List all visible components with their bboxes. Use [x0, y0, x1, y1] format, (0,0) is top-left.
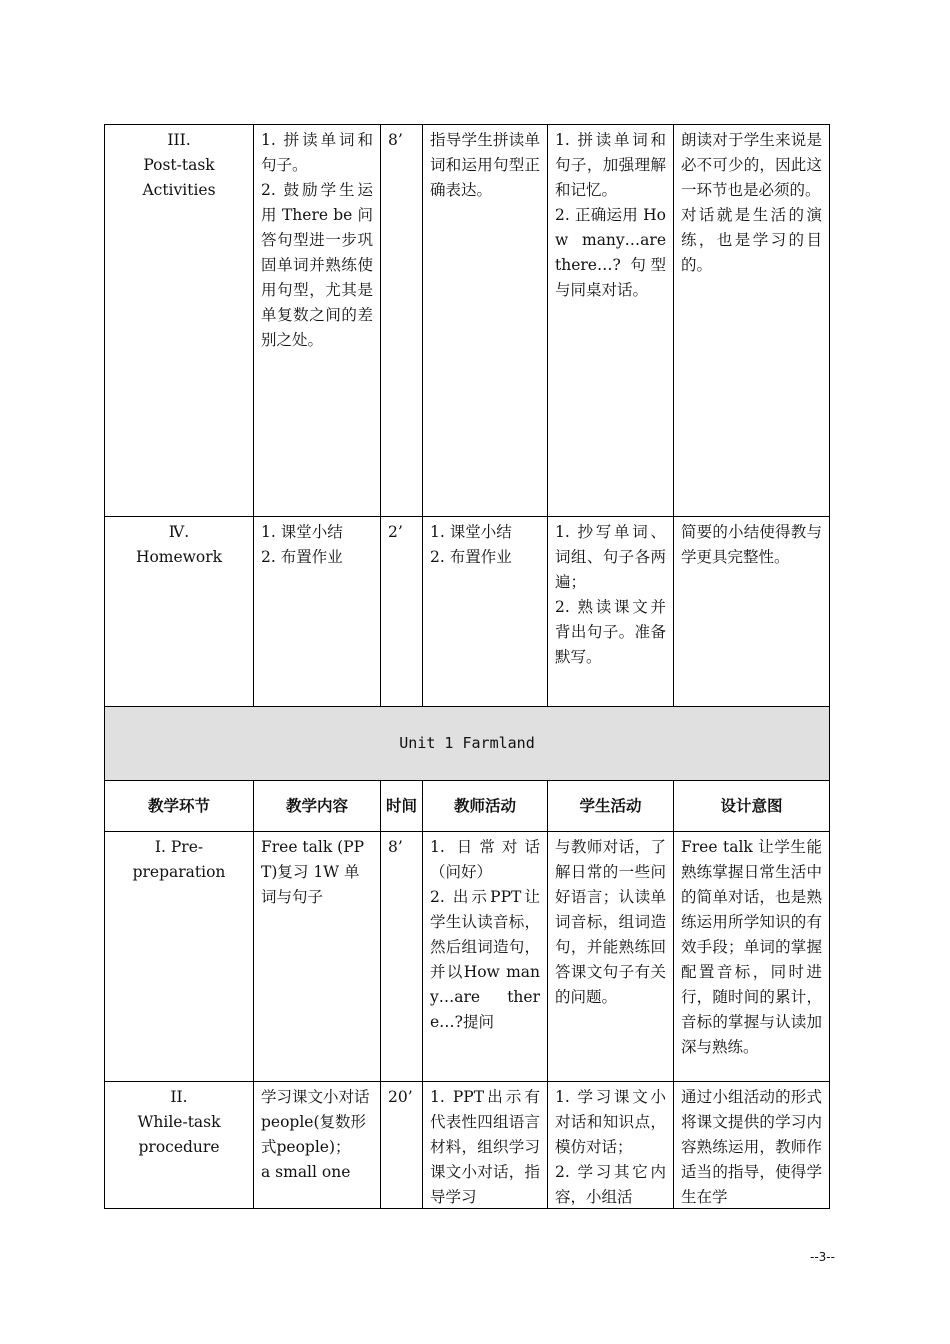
step-number: Ⅳ.: [168, 523, 190, 541]
table-row: [105, 517, 830, 707]
header-row: [105, 781, 830, 832]
step-cell: [105, 125, 254, 517]
teacher-item: 1. 日常对话（问好）: [430, 838, 540, 881]
step-name: Activities: [142, 181, 216, 199]
step-cell: [105, 832, 254, 1082]
student-item: 2. 正确运用 How many…are there…? 句型与同桌对话。: [555, 206, 666, 299]
student-item: 1. 学习课文小对话和知识点，模仿对话；: [555, 1088, 666, 1156]
content-cell: [254, 125, 381, 517]
time-value: 20’: [388, 1088, 413, 1106]
student-cell: [548, 1082, 674, 1209]
teacher-cell: [423, 832, 548, 1082]
time-cell: 8’: [381, 125, 423, 517]
content-item: Free talk (PPT)复习 1W 单词与句子: [261, 838, 365, 906]
content-cell: [254, 517, 381, 707]
content-item: 学习课文小对话: [261, 1088, 370, 1106]
design-item: 朗读对于学生来说是必不可少的，因此这一环节也是必须的。: [681, 131, 822, 199]
table-row: [105, 832, 830, 1082]
unit-title-row: [105, 707, 830, 781]
content-item: people(复数形式people)；: [261, 1113, 367, 1156]
table-row: [105, 1082, 830, 1209]
step-name: procedure: [138, 1138, 220, 1156]
step-cell: [105, 517, 254, 707]
step-name: Post-task: [143, 156, 215, 174]
time-cell: 8’: [381, 832, 423, 1082]
teacher-item: 1. PPT出示有代表性四组语言材料，组织学习课文小对话，指导学习: [430, 1088, 540, 1205]
header-content: 教学内容: [254, 781, 381, 832]
design-cell: [674, 125, 830, 517]
header-step: 教学环节: [105, 781, 254, 832]
student-item: 1. 拼读单词和句子，加强理解和记忆。: [555, 131, 666, 199]
content-cell: [254, 832, 381, 1082]
teacher-item: 2. 出示PPT让学生认读音标，然后组词造句，并以How many…are there…?提问: [430, 888, 540, 1031]
student-item: 2. 熟读课文并背出句子。准备默写。: [555, 598, 666, 666]
content-item: 1. 拼读单词和句子。: [261, 131, 373, 174]
content-item: 2. 鼓励学生运用 There be 问答句型进一步巩固单词并熟练使用句型，尤其是单复数之间的差别之处。: [261, 181, 373, 349]
design-item: 对话就是生活的演练，也是学习的目的。: [681, 206, 822, 274]
content-item: 1. 课堂小结: [261, 523, 343, 541]
header-student: 学生活动: [548, 781, 674, 832]
student-cell: [548, 125, 674, 517]
step-name: preparation: [132, 863, 226, 881]
header-design: 设计意图: [674, 781, 830, 832]
content-cell: [254, 1082, 381, 1209]
time-cell: [381, 1082, 423, 1209]
design-cell: [674, 517, 830, 707]
header-teacher: 教师活动: [423, 781, 548, 832]
step-name: While-task: [137, 1113, 221, 1131]
design-item: 通过小组活动的形式将课文提供的学习内容熟练运用，教师作适当的指导，使得学生在学: [681, 1088, 822, 1205]
teacher-item: 2. 布置作业: [430, 548, 512, 566]
design-cell: [674, 1082, 830, 1209]
student-cell: [548, 832, 674, 1082]
step-number: III.: [167, 131, 191, 149]
teacher-item: 1. 课堂小结: [430, 523, 512, 541]
design-cell: [674, 832, 830, 1082]
teacher-cell: [423, 517, 548, 707]
step-number: II.: [170, 1088, 188, 1106]
content-item: 2. 布置作业: [261, 548, 343, 566]
teacher-cell: [423, 125, 548, 517]
student-cell: [548, 517, 674, 707]
lesson-plan-table: [104, 124, 830, 1209]
step-number: I. Pre-: [154, 838, 204, 856]
student-item: 1. 抄写单词、词组、句子各两遍；: [555, 523, 666, 591]
teacher-cell: [423, 1082, 548, 1209]
header-time: 时间: [381, 781, 423, 832]
page-number: --3--: [810, 1250, 835, 1264]
teacher-item: 指导学生拼读单词和运用句型正确表达。: [430, 131, 540, 199]
student-item: 2. 学习其它内容，小组活: [555, 1163, 666, 1205]
step-name: Homework: [135, 548, 223, 566]
time-cell: 2’: [381, 517, 423, 707]
design-item: 简要的小结使得教与学更具完整性。: [681, 523, 822, 566]
table-row: [105, 125, 830, 517]
design-item: Free talk 让学生能熟练掌握日常生活中的简单对话，也是熟练运用所学知识的有效手段；单词的掌握配置音标，同时进行，随时间的累计，音标的掌握与认读加深与熟练。: [681, 838, 822, 1056]
step-cell: [105, 1082, 254, 1209]
content-item: a small one: [261, 1163, 351, 1181]
unit-title: Unit 1 Farmland: [105, 707, 830, 781]
student-item: 与教师对话，了解日常的一些问好语言；认读单词音标，组词造句，并能熟练回答课文句子有关的问题。: [555, 838, 666, 1006]
